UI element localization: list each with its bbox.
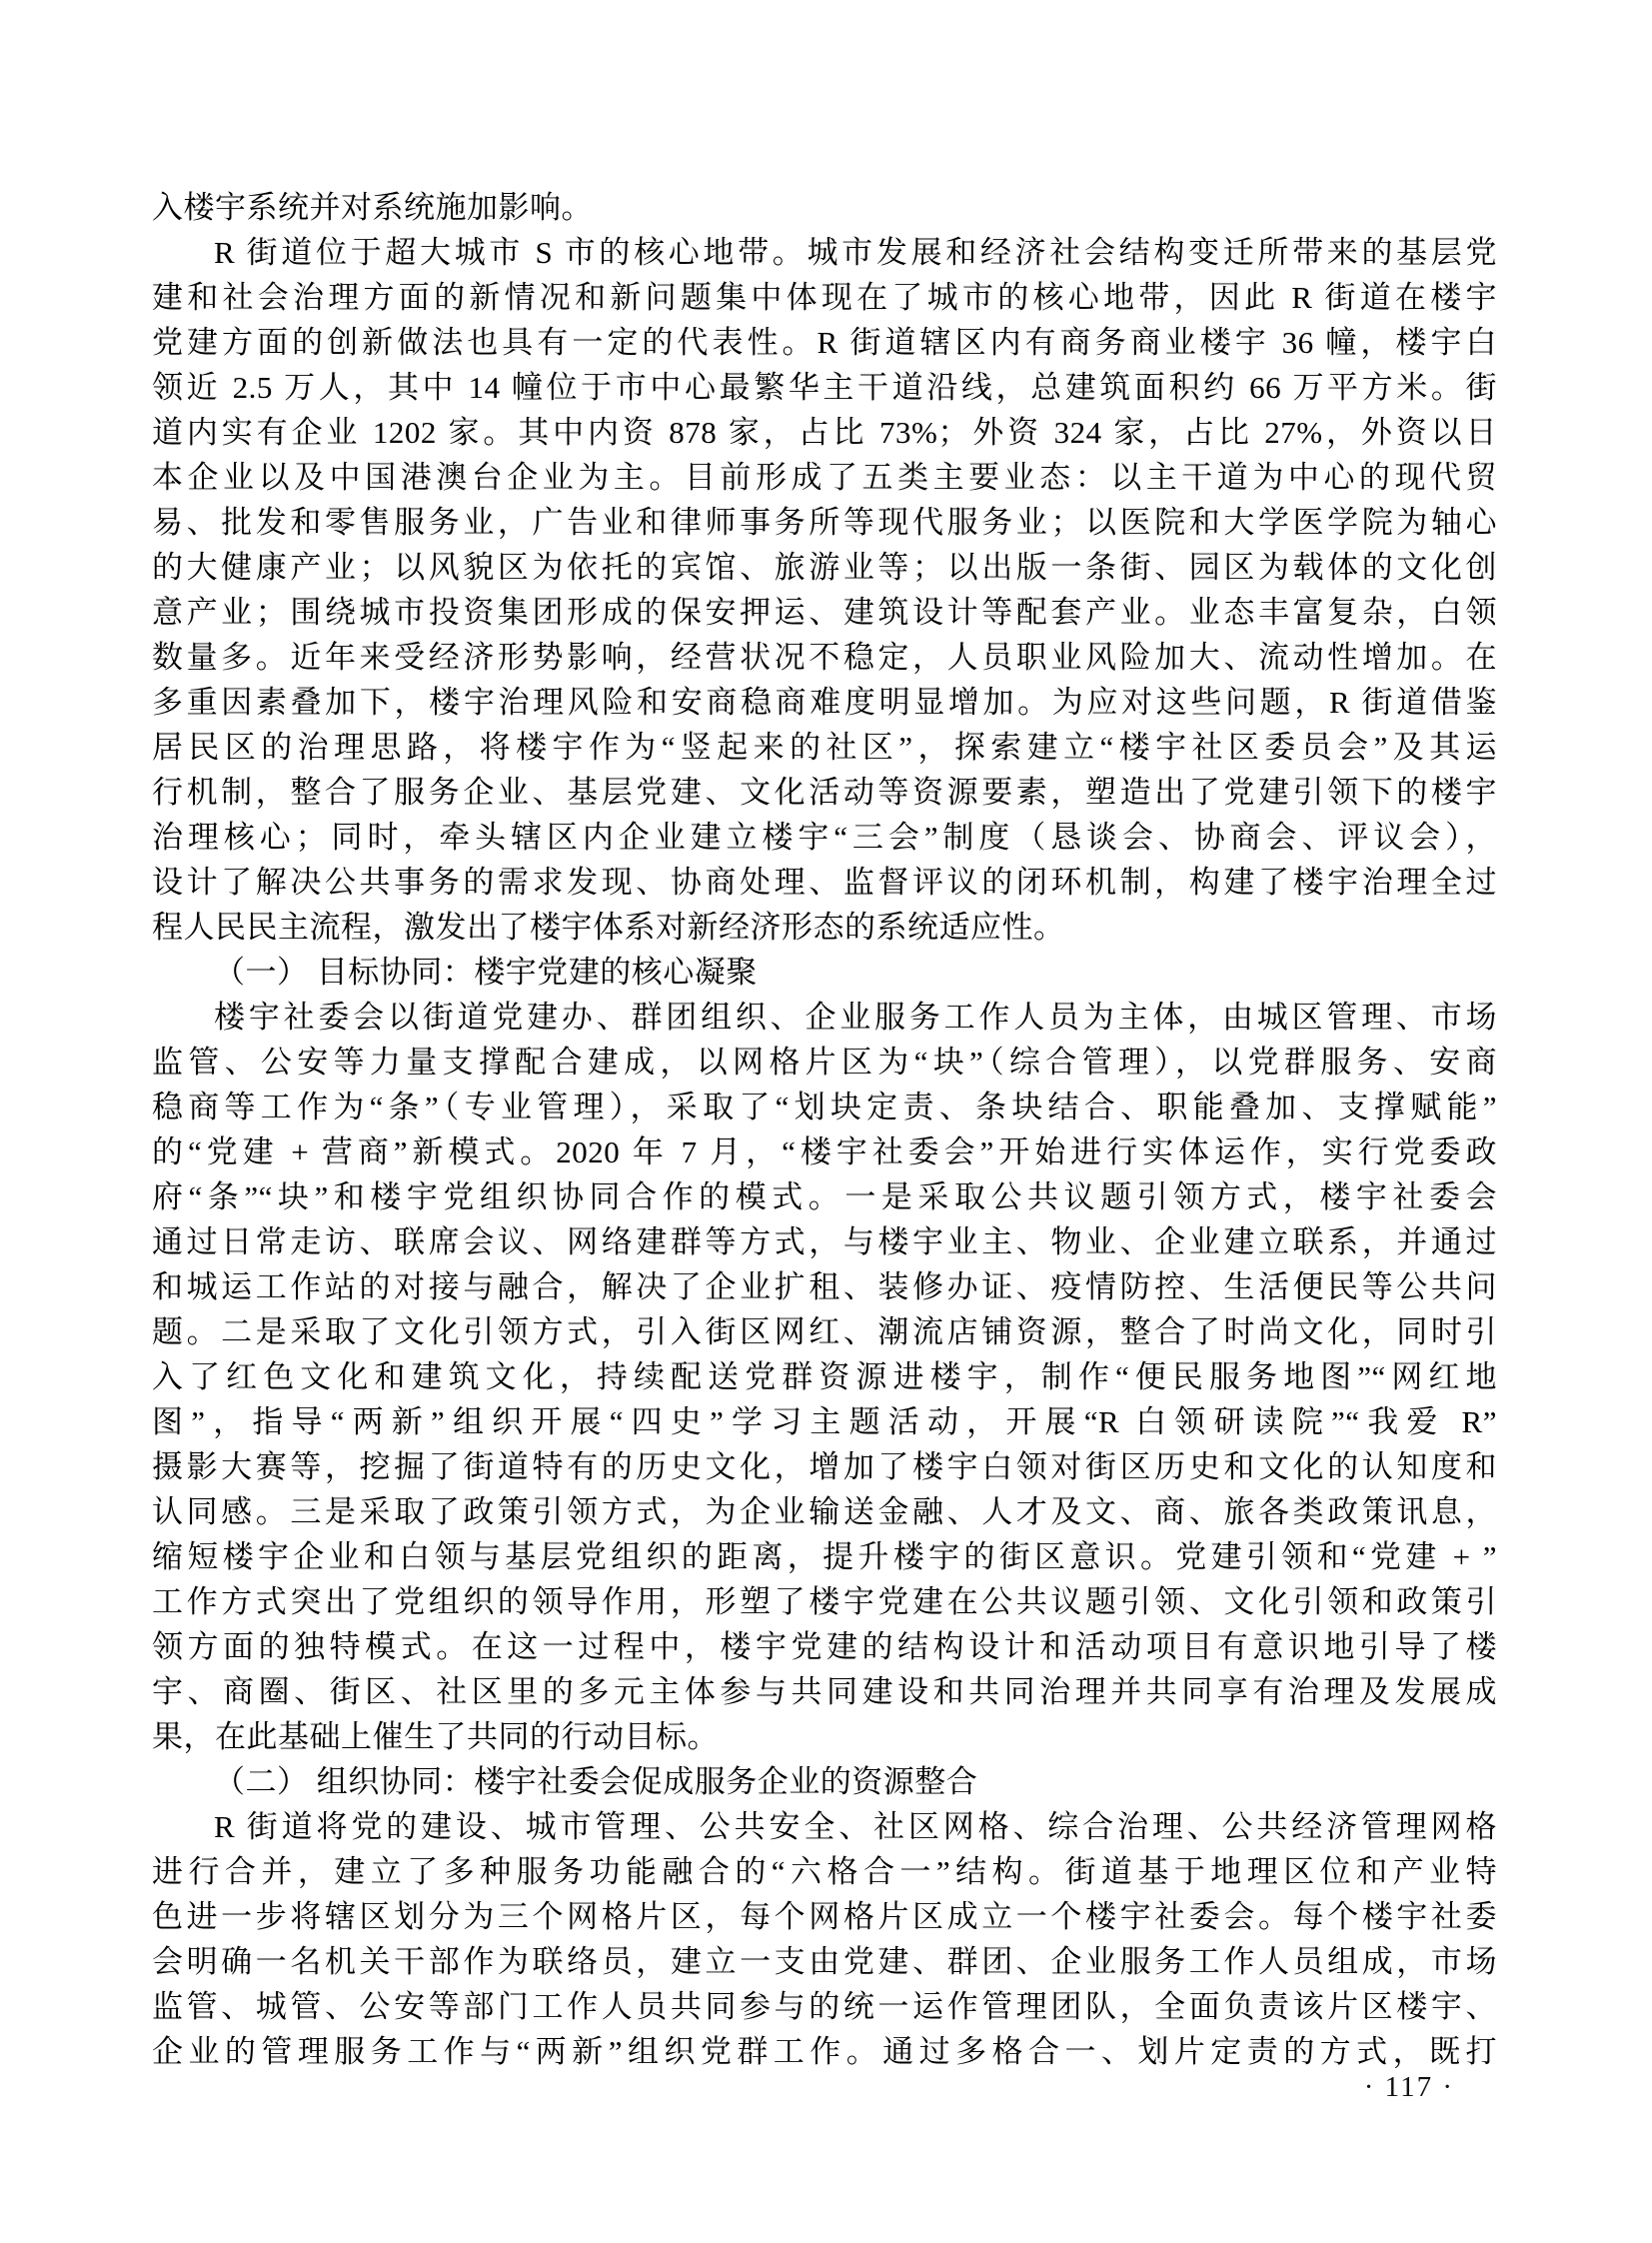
text-line: 意产业；围绕城市投资集团形成的保安押运、建筑设计等配套产业。业态丰富复杂，白领 [152, 595, 1497, 630]
text-line: 设计了解决公共事务的需求发现、协商处理、监督评议的闭环机制，构建了楼宇治理全过 [152, 865, 1497, 900]
text-line: 监管、公安等力量支撑配合建成，以网格片区为“块”（综合管理），以党群服务、安商 [152, 1045, 1497, 1080]
text-line: 多重因素叠加下，楼宇治理风险和安商稳商难度明显增加。为应对这些问题，R 街道借鉴 [152, 685, 1497, 720]
text-line: 楼宇社委会以街道党建办、群团组织、企业服务工作人员为主体，由城区管理、市场 [214, 1000, 1497, 1035]
text-line: 入楼宇系统并对系统施加影响。 [152, 190, 593, 225]
text-line: 缩短楼宇企业和白领与基层党组织的距离，提升楼宇的街区意识。党建引领和“党建 + ” [152, 1539, 1497, 1574]
text-line: 居民区的治理思路，将楼宇作为“竖起来的社区”，探索建立“楼宇社区委员会”及其运 [152, 730, 1497, 765]
text-line: 稳商等工作为“条”（专业管理），采取了“划块定责、条块结合、职能叠加、支撑赋能” [152, 1090, 1497, 1124]
text-line: 图”，指导“两新”组织开展“四史”学习主题活动，开展“R 白领研读院”“我爱 R” [152, 1404, 1497, 1439]
text-line: 和城运工作站的对接与融合，解决了企业扩租、装修办证、疫情防控、生活便民等公共问 [152, 1269, 1497, 1304]
text-line: 本企业以及中国港澳台企业为主。目前形成了五类主要业态：以主干道为中心的现代贸 [152, 460, 1497, 495]
section-heading: （一） 目标协同：楼宇党建的核心凝聚 [214, 955, 758, 990]
text-line: R 街道将党的建设、城市管理、公共安全、社区网格、综合治理、公共经济管理网格 [214, 1809, 1497, 1844]
text-line: R 街道位于超大城市 S 市的核心地带。城市发展和经济社会结构变迁所带来的基层党 [214, 235, 1497, 270]
text-line: 企业的管理服务工作与“两新”组织党群工作。通过多格合一、划片定责的方式，既打 [152, 2034, 1497, 2069]
text-line: 摄影大赛等，挖掘了街道特有的历史文化，增加了楼宇白领对街区历史和文化的认知度和 [152, 1449, 1497, 1484]
text-line: 治理核心；同时，牵头辖区内企业建立楼宇“三会”制度（恳谈会、协商会、评议会）， [152, 820, 1497, 855]
text-line: 入了红色文化和建筑文化，持续配送党群资源进楼宇，制作“便民服务地图”“网红地 [152, 1359, 1497, 1394]
text-line: 进行合并，建立了多种服务功能融合的“六格合一”结构。街道基于地理区位和产业特 [152, 1854, 1497, 1889]
text-line: 程人民民主流程，激发出了楼宇体系对新经济形态的系统适应性。 [152, 910, 1065, 945]
text-line: 色进一步将辖区划分为三个网格片区，每个网格片区成立一个楼宇社委会。每个楼宇社委 [152, 1899, 1497, 1934]
text-line: 易、批发和零售服务业，广告业和律师事务所等现代服务业；以医院和大学医学院为轴心 [152, 505, 1497, 540]
text-line: 的大健康产业；以风貌区为依托的宾馆、旅游业等；以出版一条街、园区为载体的文化创 [152, 550, 1497, 585]
text-line: 道内实有企业 1202 家。其中内资 878 家，占比 73%；外资 324 家，占比 27%，外资以日 [152, 415, 1497, 450]
text-line: 工作方式突出了党组织的领导作用，形塑了楼宇党建在公共议题引领、文化引领和政策引 [152, 1584, 1497, 1619]
text-line: 数量多。近年来受经济形势影响，经营状况不稳定，人员职业风险加大、流动性增加。在 [152, 640, 1497, 675]
text-line: 领近 2.5 万人，其中 14 幢位于市中心最繁华主干道沿线，总建筑面积约 66 万平方米。街 [152, 370, 1497, 405]
text-line: 宇、商圈、街区、社区里的多元主体参与共同建设和共同治理并共同享有治理及发展成 [152, 1674, 1497, 1709]
text-line: 监管、城管、公安等部门工作人员共同参与的统一运作管理团队，全面负责该片区楼宇、 [152, 1989, 1497, 2024]
text-line: 府“条”“块”和楼宇党组织协同合作的模式。一是采取公共议题引领方式，楼宇社委会 [152, 1179, 1497, 1214]
text-line: 会明确一名机关干部作为联络员，建立一支由党建、群团、企业服务工作人员组成，市场 [152, 1944, 1497, 1979]
text-line: 的“党建 + 营商”新模式。2020 年 7 月，“楼宇社委会”开始进行实体运作，实行党委政 [152, 1134, 1497, 1169]
text-line: 领方面的独特模式。在这一过程中，楼宇党建的结构设计和活动项目有意识地引导了楼 [152, 1629, 1497, 1664]
page-number: · 117 · [1363, 2071, 1454, 2103]
text-line: 果，在此基础上催生了共同的行动目标。 [152, 1719, 719, 1754]
text-line: 通过日常走访、联席会议、网络建群等方式，与楼宇业主、物业、企业建立联系，并通过 [152, 1224, 1497, 1259]
text-line: 行机制，整合了服务企业、基层党建、文化活动等资源要素，塑造出了党建引领下的楼宇 [152, 775, 1497, 810]
text-line: 题。二是采取了文化引领方式，引入街区网红、潮流店铺资源，整合了时尚文化，同时引 [152, 1314, 1497, 1349]
text-line: 认同感。三是采取了政策引领方式，为企业输送金融、人才及文、商、旅各类政策讯息， [152, 1494, 1497, 1529]
text-line: 党建方面的创新做法也具有一定的代表性。R 街道辖区内有商务商业楼宇 36 幢，楼宇白 [152, 325, 1497, 360]
document-lines [152, 185, 1497, 2074]
text-line: 建和社会治理方面的新情况和新问题集中体现在了城市的核心地带，因此 R 街道在楼宇 [152, 280, 1497, 315]
section-heading: （二） 组织协同：楼宇社委会促成服务企业的资源整合 [214, 1764, 978, 1799]
